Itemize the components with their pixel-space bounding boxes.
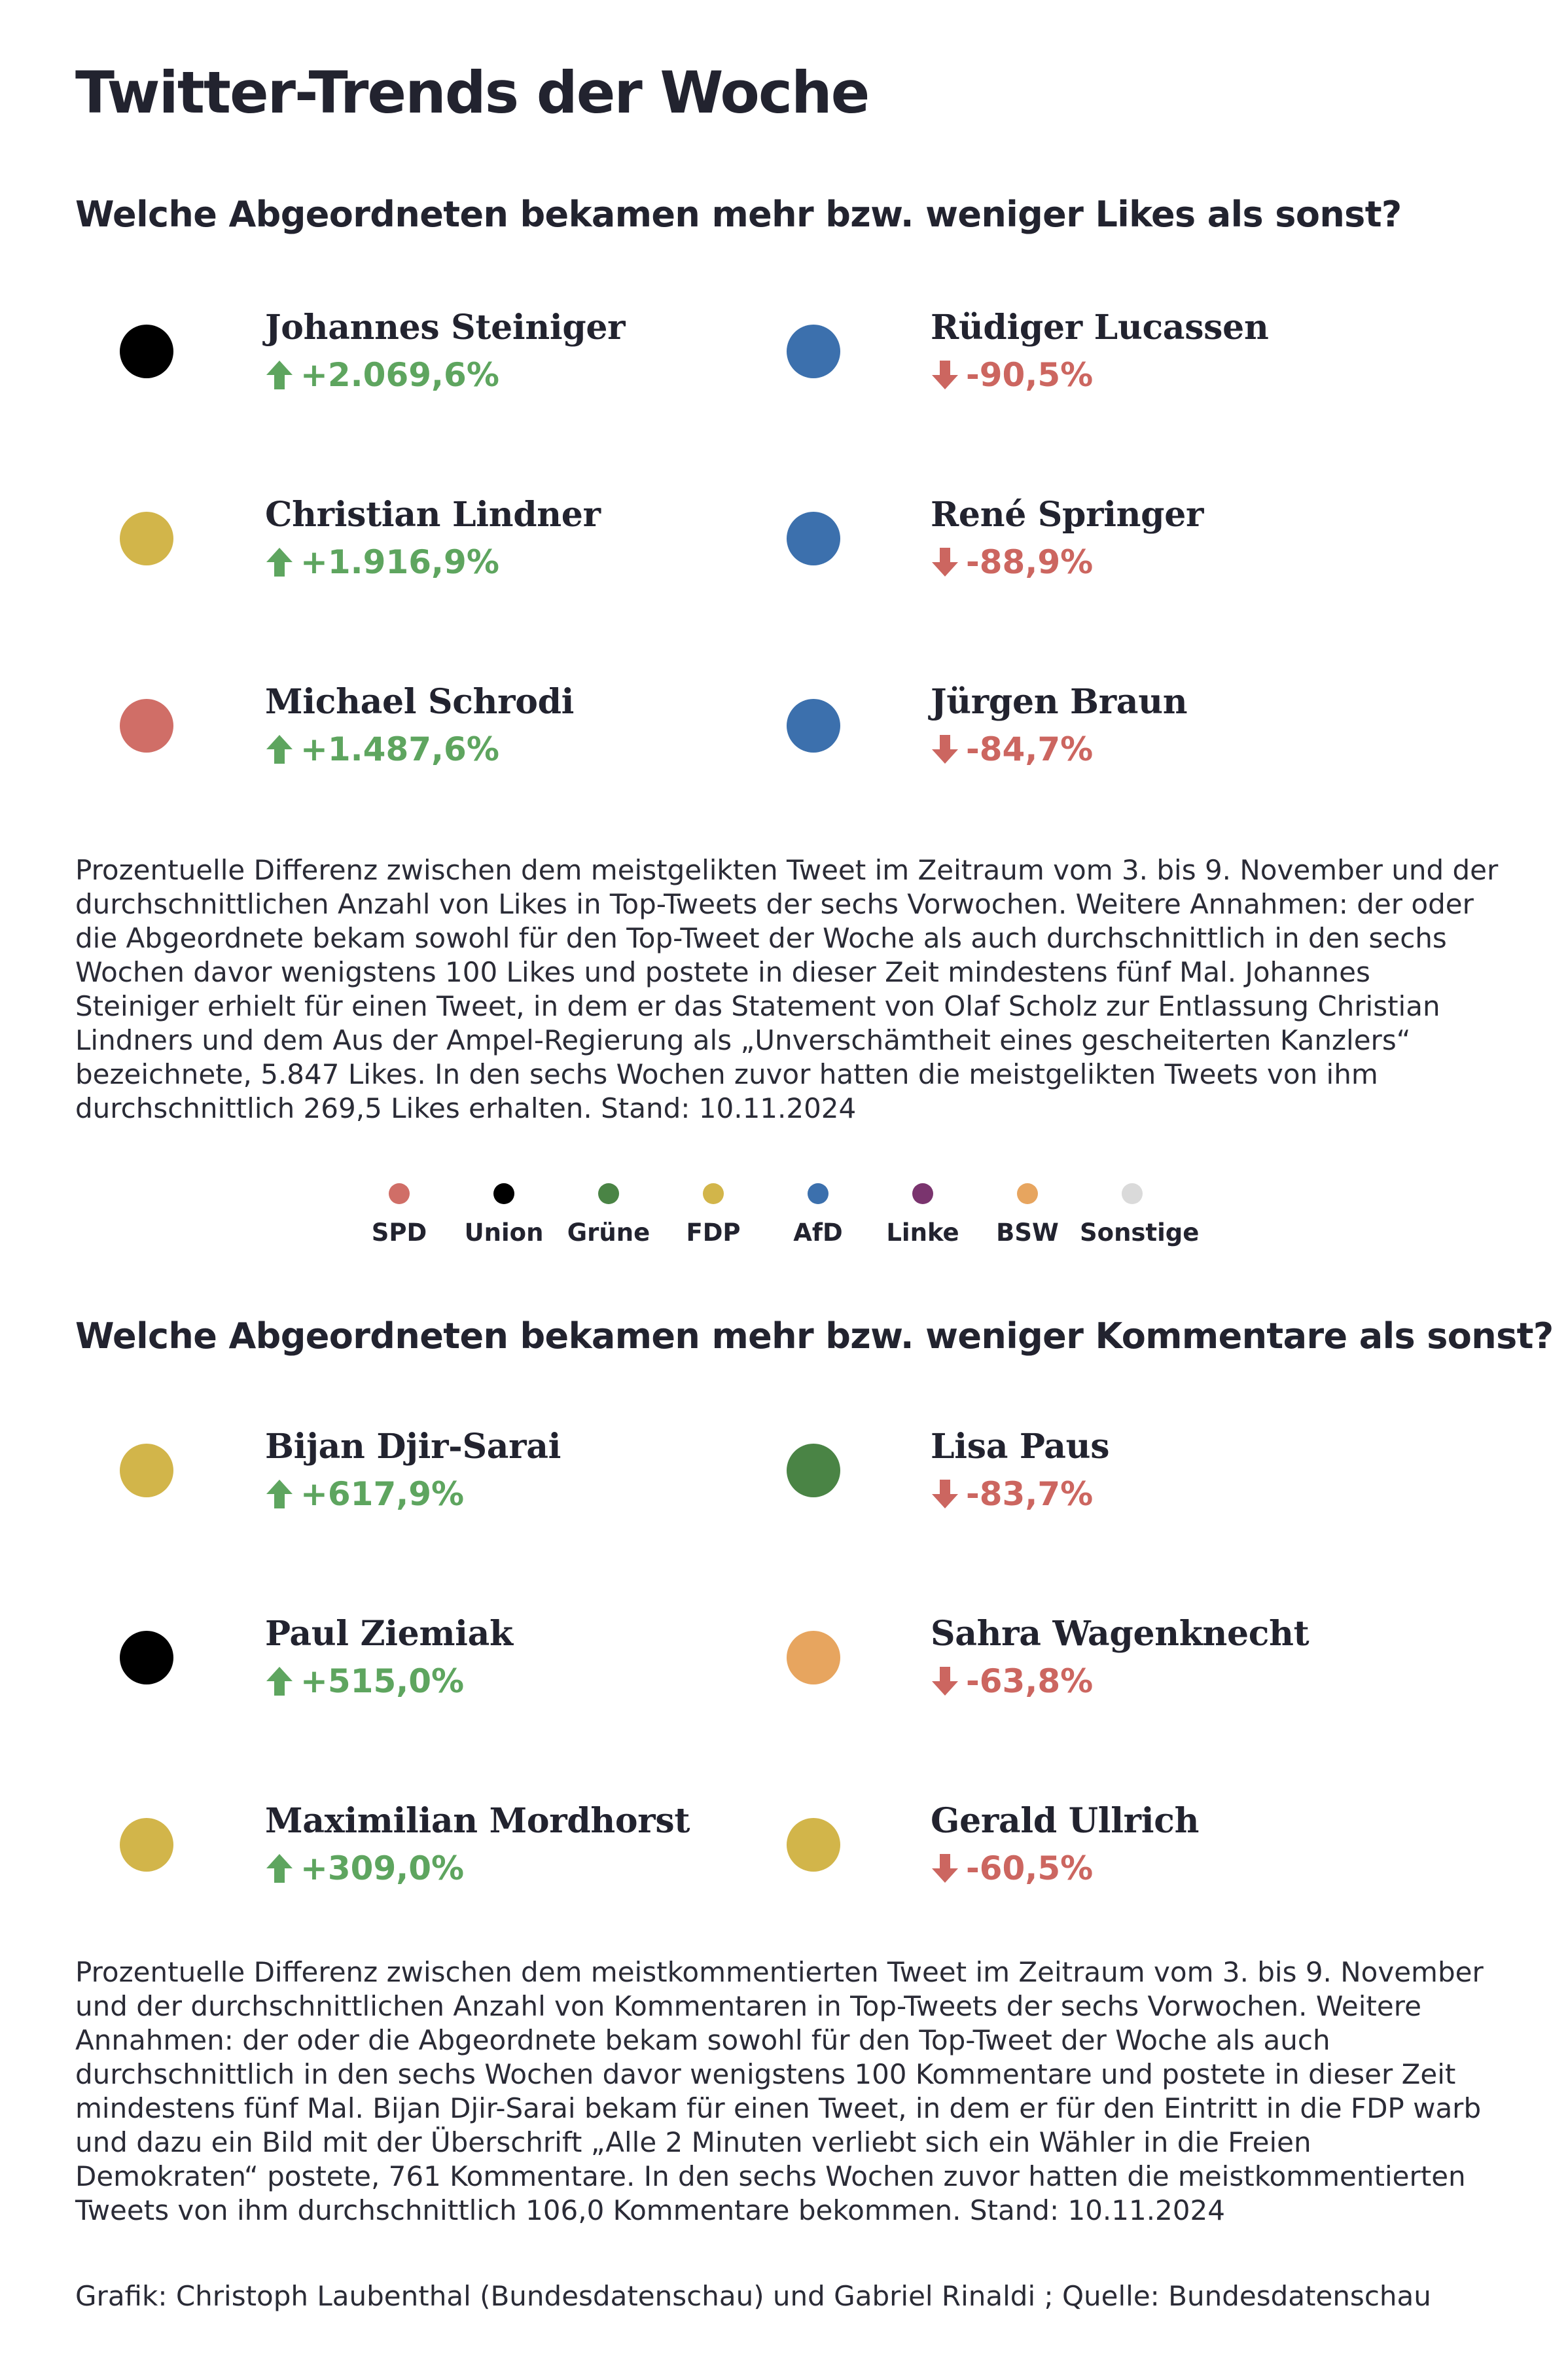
- legend-dot: [389, 1183, 410, 1204]
- legend-label: Sonstige: [1080, 1219, 1200, 1247]
- party-dot: [120, 1631, 173, 1684]
- change-value: [265, 543, 499, 581]
- arrow-up-icon: [265, 1478, 294, 1510]
- party-dot: [787, 325, 840, 378]
- legend-dot: [912, 1183, 933, 1204]
- change-value: [265, 730, 499, 768]
- legend-item-bsw: [975, 1183, 1080, 1247]
- legend-item-union: [452, 1183, 556, 1247]
- politician-name: Lisa Paus: [931, 1427, 1110, 1467]
- change-value: [265, 356, 499, 394]
- party-dot: [787, 1631, 840, 1684]
- change-value-text: +2.069,6%: [300, 356, 499, 394]
- change-value-text: +617,9%: [300, 1475, 465, 1513]
- page-title: Twitter-Trends der Woche: [75, 59, 869, 126]
- party-dot: [120, 1444, 173, 1497]
- politician-name: Maximilian Mordhorst: [265, 1801, 690, 1841]
- arrow-down-icon: [931, 359, 959, 391]
- party-dot: [120, 1818, 173, 1872]
- likes-entry-right-2: [720, 662, 1505, 780]
- legend-label: Linke: [886, 1219, 959, 1247]
- party-legend: [0, 1183, 1568, 1262]
- change-value-text: -83,7%: [966, 1475, 1094, 1513]
- party-dot: [787, 1818, 840, 1872]
- arrow-down-icon: [931, 1665, 959, 1697]
- likes-entry-left-0: [0, 288, 720, 406]
- change-value: [265, 1475, 464, 1513]
- comments-entry-right-2: [720, 1781, 1505, 1899]
- politician-name: Rüdiger Lucassen: [931, 308, 1269, 347]
- politician-name: Christian Lindner: [265, 495, 601, 535]
- likes-question: Welche Abgeordneten bekamen mehr bzw. weniger Likes als sonst?: [75, 194, 1402, 235]
- likes-methodology-note: Prozentuelle Differenz zwischen dem meistgelikten Tweet im Zeitraum vom 3. bis 9. November und der durchschnittlichen Anzahl von Likes in Top-Tweets der sechs Vorwochen. Weitere Annahmen: der oder die Abgeordnete bekam sowohl für den Top-Tweet der Woche als auch durchschnittlich in den sechs Wochen davor wenigstens 100 Likes und postete in dieser Zeit mindestens fünf Mal. Johannes Steiniger erhielt für einen Tweet, in dem er das Statement von Olaf Scholz zur Entlassung Christian Lindners und dem Aus der Ampel-Regierung als „Unverschämtheit eines gescheiterten Kanzlers“ bezeichnete, 5.847 Likes. In den sechs Wochen zuvor hatten die meistgelikten Tweets von ihm durchschnittlich 269,5 Likes erhalten. Stand: 10.11.2024: [75, 854, 1499, 1124]
- arrow-down-icon: [931, 1853, 959, 1884]
- arrow-up-icon: [265, 1853, 294, 1884]
- politician-name: Bijan Djir-Sarai: [265, 1427, 561, 1467]
- comments-methodology-note: Prozentuelle Differenz zwischen dem meistkommentierten Tweet im Zeitraum vom 3. bis 9. November und der durchschnittlichen Anzahl von Kommentaren in Top-Tweets der sechs Vorwochen. Weitere Annahmen: der oder die Abgeordnete bekam sowohl für den Top-Tweet der Woche als auch durchschnittlich in den sechs Wochen davor wenigstens 100 Kommentare und postete in dieser Zeit mindestens fünf Mal. Bijan Djir-Sarai bekam für einen Tweet, in dem er für den Eintritt in die FDP warb und dazu ein Bild mit der Überschrift „Alle 2 Minuten verliebt sich ein Wähler in die Freien Demokraten“ postete, 761 Kommentare. In den sechs Wochen zuvor hatten die meistkommentierten Tweets von ihm durchschnittlich 106,0 Kommentare bekommen. Stand: 10.11.2024: [75, 1956, 1484, 2226]
- politician-name: Johannes Steiniger: [265, 308, 626, 347]
- comments-entry-right-1: [720, 1594, 1505, 1712]
- politician-name: Jürgen Braun: [931, 682, 1188, 722]
- legend-dot: [703, 1183, 724, 1204]
- comments-entry-right-0: [720, 1407, 1505, 1525]
- politician-name: Sahra Wagenknecht: [931, 1614, 1310, 1654]
- comments-question: Welche Abgeordneten bekamen mehr bzw. weniger Kommentare als sonst?: [75, 1315, 1554, 1357]
- change-value: [931, 730, 1093, 768]
- arrow-up-icon: [265, 1665, 294, 1697]
- change-value-text: +1.487,6%: [300, 730, 499, 768]
- arrow-down-icon: [931, 734, 959, 765]
- change-value: [931, 1849, 1093, 1887]
- legend-label: Union: [464, 1219, 544, 1247]
- legend-label: AfD: [793, 1219, 843, 1247]
- legend-item-sonstige: [1080, 1183, 1200, 1247]
- arrow-up-icon: [265, 734, 294, 765]
- legend-item-fdp: [661, 1183, 766, 1247]
- comments-entry-left-1: [0, 1594, 720, 1712]
- arrow-up-icon: [265, 546, 294, 578]
- legend-dot: [808, 1183, 829, 1204]
- legend-label: BSW: [996, 1219, 1059, 1247]
- party-dot: [120, 699, 173, 753]
- politician-name: René Springer: [931, 495, 1204, 535]
- likes-entry-left-2: [0, 662, 720, 780]
- likes-entry-right-0: [720, 288, 1505, 406]
- change-value: [265, 1662, 464, 1700]
- change-value: [931, 356, 1093, 394]
- politician-name: Michael Schrodi: [265, 682, 575, 722]
- legend-item-spd: [347, 1183, 452, 1247]
- legend-label: SPD: [371, 1219, 427, 1247]
- change-value-text: -60,5%: [966, 1849, 1094, 1887]
- change-value-text: +309,0%: [300, 1849, 465, 1887]
- change-value: [931, 543, 1093, 581]
- change-value-text: -63,8%: [966, 1662, 1094, 1700]
- comments-entry-left-0: [0, 1407, 720, 1525]
- arrow-up-icon: [265, 359, 294, 391]
- change-value-text: +1.916,9%: [300, 543, 499, 581]
- change-value: [931, 1475, 1093, 1513]
- comments-entry-left-2: [0, 1781, 720, 1899]
- likes-entry-right-1: [720, 475, 1505, 593]
- legend-dot: [598, 1183, 619, 1204]
- party-dot: [787, 1444, 840, 1497]
- change-value: [265, 1849, 464, 1887]
- arrow-down-icon: [931, 1478, 959, 1510]
- change-value-text: -84,7%: [966, 730, 1094, 768]
- change-value: [931, 1662, 1093, 1700]
- politician-name: Gerald Ullrich: [931, 1801, 1200, 1841]
- legend-item-linke: [870, 1183, 975, 1247]
- change-value-text: +515,0%: [300, 1662, 465, 1700]
- legend-label: Grüne: [567, 1219, 650, 1247]
- source-credit: Grafik: Christoph Laubenthal (Bundesdatenschau) und Gabriel Rinaldi ; Quelle: Bundesdatenschau: [75, 2280, 1431, 2312]
- party-dot: [120, 325, 173, 378]
- party-dot: [787, 699, 840, 753]
- legend-label: FDP: [686, 1219, 741, 1247]
- legend-item-gruene: [556, 1183, 661, 1247]
- legend-dot: [1017, 1183, 1038, 1204]
- politician-name: Paul Ziemiak: [265, 1614, 513, 1654]
- legend-item-afd: [766, 1183, 870, 1247]
- legend-dot: [1122, 1183, 1143, 1204]
- arrow-down-icon: [931, 546, 959, 578]
- party-dot: [787, 512, 840, 565]
- change-value-text: -90,5%: [966, 356, 1094, 394]
- change-value-text: -88,9%: [966, 543, 1094, 581]
- legend-dot: [493, 1183, 514, 1204]
- likes-entry-left-1: [0, 475, 720, 593]
- party-dot: [120, 512, 173, 565]
